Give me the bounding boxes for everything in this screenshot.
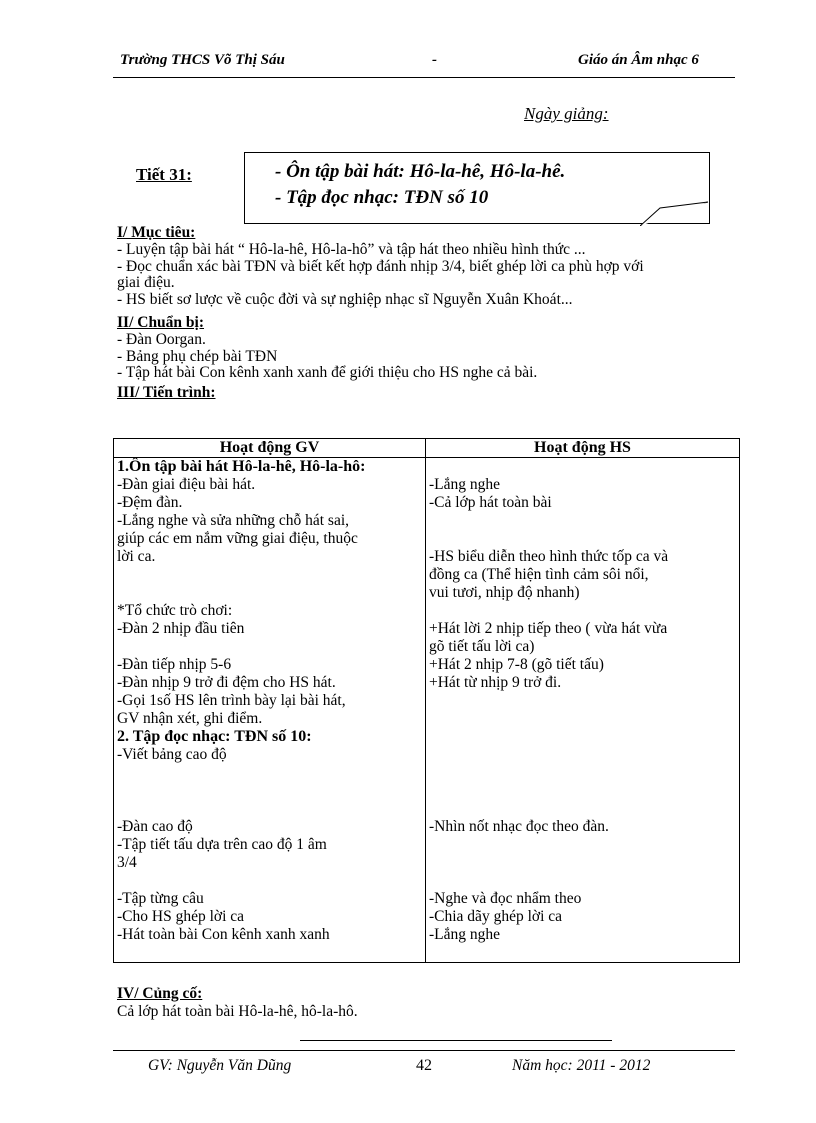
teacher-activity-line (117, 584, 422, 602)
folded-corner-decoration (640, 200, 710, 226)
header-dash: - (432, 52, 437, 68)
student-activity-line (429, 854, 736, 872)
student-activity-line (429, 764, 736, 782)
preparation-list (117, 332, 537, 382)
student-activity-line: gõ tiết tấu lời ca) (429, 638, 535, 655)
teacher-activities-cell (114, 458, 426, 963)
lesson-title-line-2: - Tập đọc nhạc: TĐN số 10 (275, 187, 489, 208)
student-activity-line: -Cả lớp hát toàn bài (429, 494, 552, 511)
teacher-activity-line: 3/4 (117, 854, 137, 871)
activity-table (113, 438, 740, 963)
teacher-activity-line: -Đàn giai điệu bài hát. (117, 476, 256, 493)
column-header-gv: Hoạt động GV (114, 439, 426, 458)
teacher-activity-line: -Đệm đàn. (117, 494, 183, 511)
table-row (114, 458, 740, 963)
preparation-item: - Đàn Oorgan. (117, 331, 206, 348)
teacher-activity-line (117, 872, 422, 890)
objective-item: giai điệu. (117, 274, 175, 291)
activity-heading: 1.Ôn tập bài hát Hô-la-hê, Hô-la-hô: (117, 458, 366, 475)
student-activity-line (429, 710, 736, 728)
preparation-title: II/ Chuẩn bị: (117, 314, 205, 331)
teacher-activity-line (117, 566, 422, 584)
header-school: Trường THCS Võ Thị Sáu (120, 52, 285, 68)
objectives-title: I/ Mục tiêu: (117, 224, 196, 241)
review-title: IV/ Củng cố: (117, 985, 203, 1002)
teacher-activity-line: -Gọi 1số HS lên trình bày lại bài hát, (117, 692, 346, 709)
objective-item: - HS biết sơ lược về cuộc đời và sự nghiệp nhạc sĩ Nguyễn Xuân Khoát... (117, 290, 573, 308)
student-activity-line (429, 746, 736, 764)
student-activity-line: đồng ca (Thể hiện tình cảm sôi nổi, (429, 566, 649, 583)
student-activity-line: -Lắng nghe (429, 926, 501, 943)
student-activity-line: -Nghe và đọc nhẩm theo (429, 890, 582, 907)
teacher-activity-line: *Tổ chức trò chơi: (117, 602, 233, 619)
preparation-item: - Bảng phụ chép bài TĐN (117, 347, 278, 365)
table-header-row (114, 439, 740, 458)
teacher-activity-line (117, 764, 422, 782)
student-activity-line (429, 872, 736, 890)
objective-item: - Luyện tập bài hát “ Hô-la-hê, Hô-la-hô” và tập hát theo nhiều hình thức ... (117, 241, 586, 258)
date-label: Ngày giảng: (524, 104, 609, 123)
teacher-activity-line: lời ca. (117, 548, 156, 565)
student-activity-line (429, 458, 736, 476)
objectives-list (117, 242, 644, 308)
teacher-activity-line: GV nhận xét, ghi điểm. (117, 710, 263, 727)
activity-heading: 2. Tập đọc nhạc: TĐN số 10: (117, 728, 312, 745)
student-activity-line (429, 800, 736, 818)
teacher-activity-line (117, 638, 422, 656)
student-activity-line: +Hát 2 nhịp 7-8 (gõ tiết tấu) (429, 656, 604, 673)
lesson-title-line-1: - Ôn tập bài hát: Hô-la-hê, Hô-la-hê. (275, 161, 566, 182)
teacher-activity-line: -Đàn 2 nhịp đầu tiên (117, 620, 245, 637)
footer-short-rule (300, 1040, 612, 1041)
footer-teacher: GV: Nguyễn Văn Dũng (148, 1057, 292, 1074)
student-activity-line: -HS biểu diễn theo hình thức tốp ca và (429, 548, 669, 565)
student-activity-line (429, 692, 736, 710)
student-activity-line: -Chia dãy ghép lời ca (429, 908, 563, 925)
teacher-activity-line: -Hát toàn bài Con kênh xanh xanh (117, 926, 330, 943)
teacher-activity-line: -Tập từng câu (117, 890, 204, 907)
student-activity-line: vui tươi, nhịp độ nhanh) (429, 584, 580, 601)
teacher-activity-line (117, 800, 422, 818)
teacher-activity-line: -Lắng nghe và sửa những chỗ hát sai, (117, 512, 350, 529)
student-activity-line: -Lắng nghe (429, 476, 501, 493)
review-text: Cả lớp hát toàn bài Hô-la-hê, hô-la-hô. (117, 1003, 358, 1020)
student-activity-line (429, 530, 736, 548)
teacher-activity-line: -Đàn tiếp nhịp 5-6 (117, 656, 232, 673)
teacher-activity-line: -Cho HS ghép lời ca (117, 908, 245, 925)
teacher-activity-line: -Đàn cao độ (117, 818, 193, 835)
teacher-activity-line: -Tập tiết tấu dựa trên cao độ 1 âm (117, 836, 327, 853)
student-activity-line (429, 782, 736, 800)
student-activity-line: +Hát từ nhịp 9 trở đi. (429, 674, 562, 691)
student-activity-line (429, 602, 736, 620)
header-rule (113, 77, 735, 78)
student-activity-line (429, 836, 736, 854)
footer-rule (113, 1050, 735, 1051)
objective-item: - Đọc chuẩn xác bài TĐN và biết kết hợp đánh nhịp 3/4, biết ghép lời ca phù hợp với (117, 257, 644, 275)
preparation-item: - Tập hát bài Con kênh xanh xanh để giới thiệu cho HS nghe cả bài. (117, 364, 538, 381)
student-activity-line (429, 728, 736, 746)
student-activity-line: +Hát lời 2 nhịp tiếp theo ( vừa hát vừa (429, 620, 668, 637)
lesson-number: Tiết 31: (136, 165, 192, 184)
teacher-activity-line (117, 782, 422, 800)
process-title: III/ Tiến trình: (117, 384, 216, 401)
student-activity-line (429, 512, 736, 530)
teacher-activity-line: giúp các em nắm vững giai điệu, thuộc (117, 530, 358, 547)
page-number: 42 (416, 1057, 432, 1074)
column-header-hs: Hoạt động HS (426, 439, 740, 458)
student-activity-line: -Nhìn nốt nhạc đọc theo đàn. (429, 818, 609, 835)
teacher-activity-line: -Đàn nhịp 9 trở đi đệm cho HS hát. (117, 674, 336, 691)
teacher-activity-line: -Viết bảng cao độ (117, 746, 227, 763)
footer-year: Năm học: 2011 - 2012 (512, 1057, 651, 1074)
header-subject: Giáo án Âm nhạc 6 (578, 52, 699, 68)
student-activities-cell (426, 458, 740, 963)
